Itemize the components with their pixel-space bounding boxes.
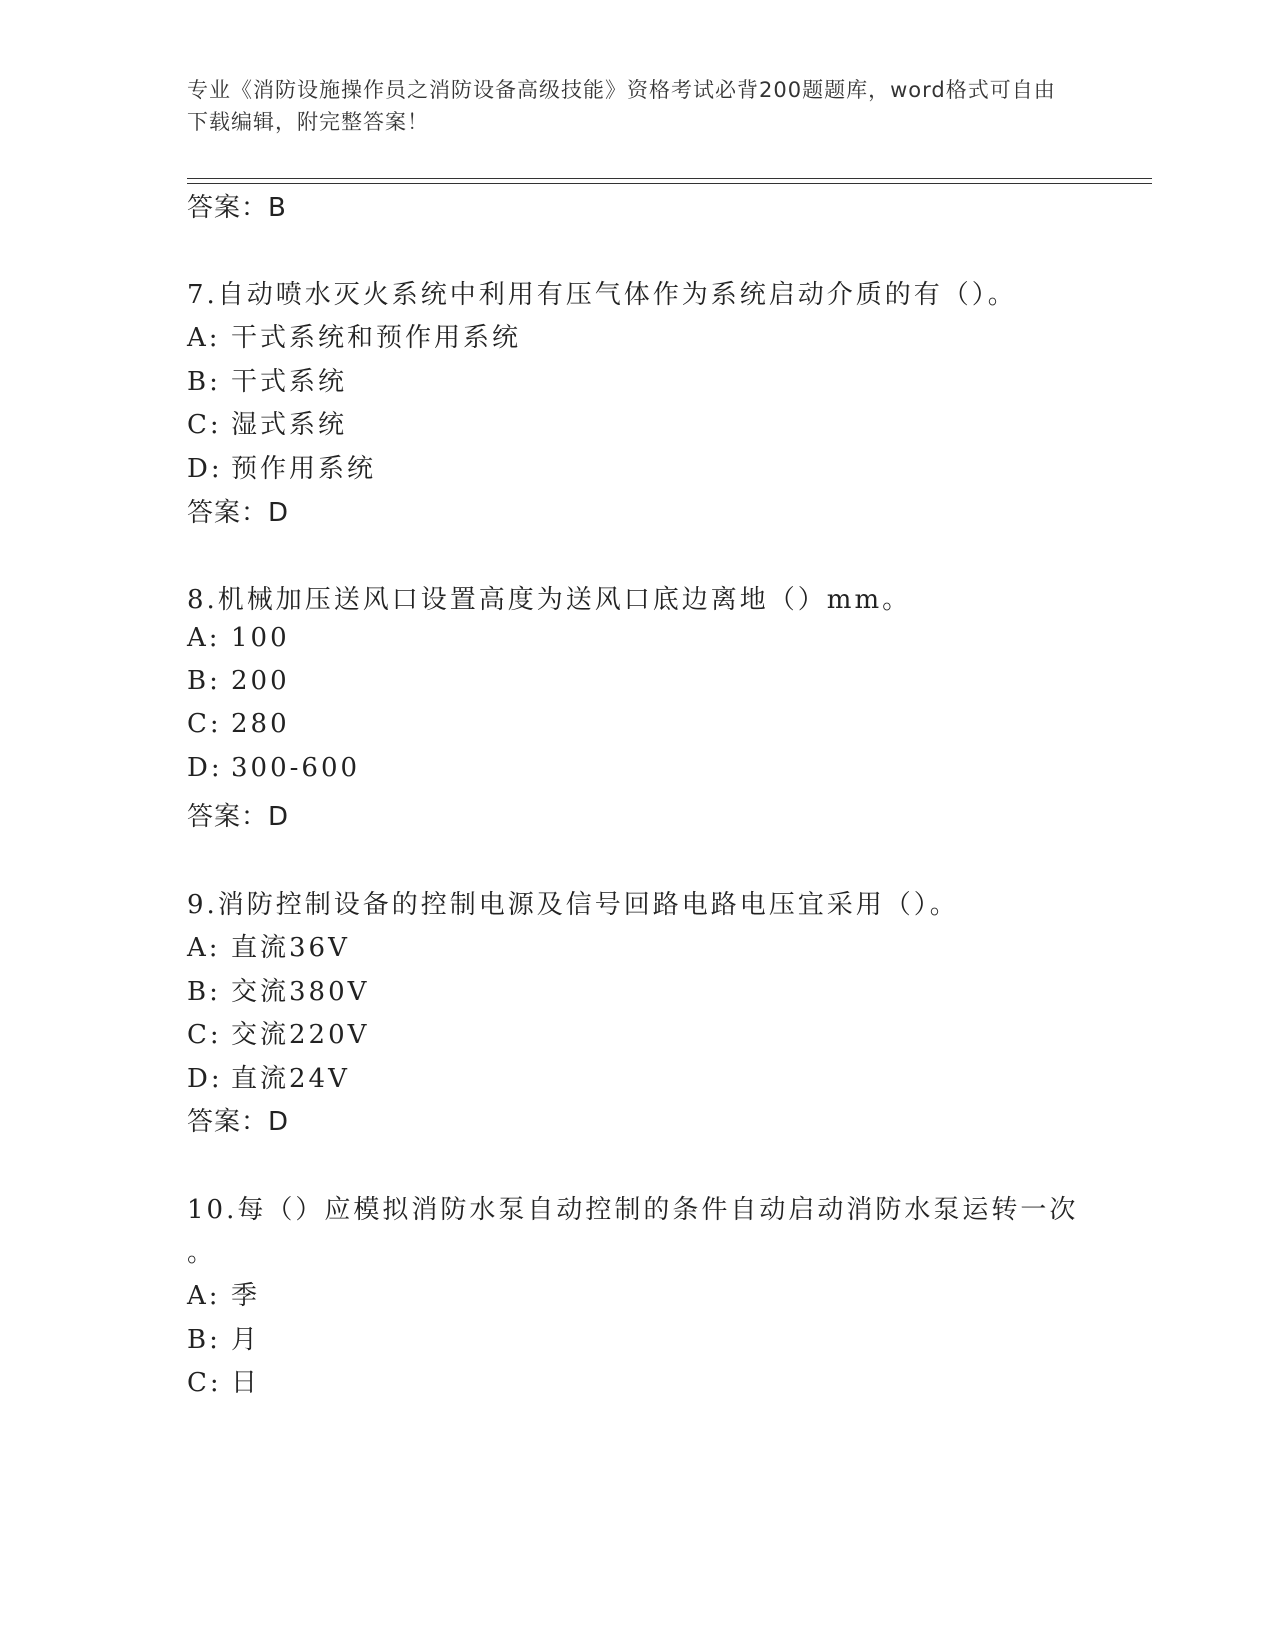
question-answer: 答案：D	[187, 802, 290, 832]
option-label: B:	[187, 1325, 221, 1355]
question-option	[187, 361, 347, 398]
previous-answer: 答案：B	[187, 193, 287, 223]
option-text: 预作用系统	[231, 454, 377, 484]
option-text: 100	[231, 623, 290, 653]
option-text: 300-600	[231, 753, 361, 783]
option-text: 干式系统和预作用系统	[231, 323, 522, 353]
question-option	[187, 1362, 260, 1399]
header-divider-bottom	[187, 183, 1152, 184]
option-label: C:	[187, 1020, 222, 1050]
question-option	[187, 1058, 350, 1095]
option-label: B:	[187, 977, 221, 1007]
option-text: 200	[231, 666, 290, 696]
header-divider-top	[187, 178, 1152, 179]
option-label: C:	[187, 709, 222, 739]
option-label: D:	[187, 1064, 223, 1094]
option-label: A:	[187, 933, 221, 963]
question-stem: 8.机械加压送风口设置高度为送风口底边离地（）mm。	[187, 585, 912, 615]
option-text: 季	[231, 1281, 261, 1311]
option-label: B:	[187, 367, 221, 397]
option-text: 交流220V	[231, 1020, 370, 1050]
question-option	[187, 448, 376, 485]
option-text: 交流380V	[231, 977, 370, 1007]
question-answer: 答案：D	[187, 498, 290, 528]
option-label: B:	[187, 666, 221, 696]
option-label: A:	[187, 623, 221, 653]
question-stem: 10.每（）应模拟消防水泵自动控制的条件自动启动消防水泵运转一次	[187, 1195, 1079, 1225]
option-text: 直流24V	[231, 1064, 350, 1094]
question-option	[187, 317, 521, 354]
option-text: 日	[231, 1368, 261, 1398]
option-label: C:	[187, 1368, 222, 1398]
option-text: 直流36V	[231, 933, 350, 963]
option-text: 湿式系统	[231, 410, 348, 440]
question-stem: 7.自动喷水灭火系统中利用有压气体作为系统启动介质的有（）。	[187, 280, 1017, 310]
option-label: C:	[187, 410, 222, 440]
option-label: D:	[187, 454, 223, 484]
question-answer: 答案：D	[187, 1107, 290, 1137]
question-option	[187, 1014, 369, 1051]
question-stem: 9.消防控制设备的控制电源及信号回路电路电压宜采用（）。	[187, 890, 959, 920]
option-label: D:	[187, 753, 223, 783]
option-text: 280	[231, 709, 290, 739]
question-stem-continuation: 。	[187, 1238, 217, 1268]
document-header: 专业《消防设施操作员之消防设备高级技能》资格考试必背200题题库，word格式可自由下载编辑，附完整答案！	[187, 78, 1056, 134]
option-text: 干式系统	[231, 367, 348, 397]
question-option	[187, 666, 290, 696]
question-option	[187, 404, 347, 441]
question-option	[187, 1275, 260, 1312]
question-option	[187, 927, 350, 964]
question-option	[187, 971, 369, 1008]
option-label: A:	[187, 323, 221, 353]
question-option	[187, 623, 290, 653]
option-label: A:	[187, 1281, 221, 1311]
question-option	[187, 1319, 260, 1356]
question-option	[187, 709, 290, 739]
option-text: 月	[231, 1325, 261, 1355]
question-option	[187, 753, 360, 783]
